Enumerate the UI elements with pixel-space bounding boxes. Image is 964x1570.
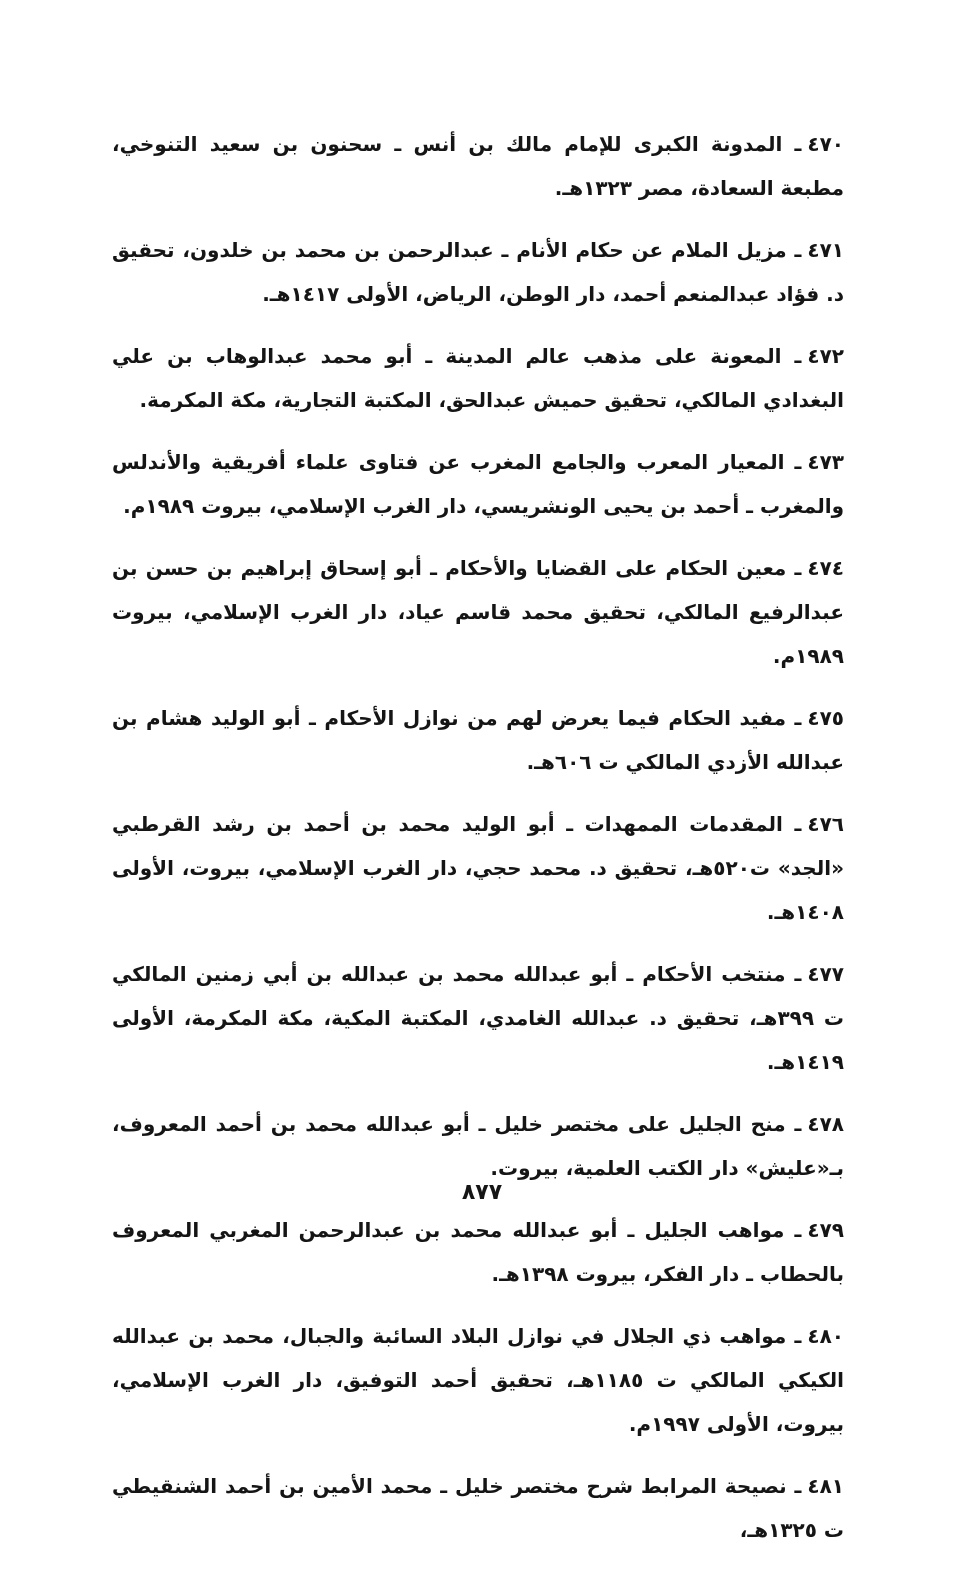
entry-number: ٤٧١ <box>807 238 844 262</box>
entry-text: ـ نصيحة المرابط شرح مختصر خليل ـ محمد الأمين بن أحمد الشنقيطي ت ١٣٢٥هـ، <box>112 1474 844 1542</box>
bibliography-entry <box>112 1314 844 1446</box>
bibliography-entry <box>112 952 844 1084</box>
page-number: ٨٧٧ <box>461 1180 503 1205</box>
bibliography-entry <box>112 546 844 678</box>
bibliography-entry <box>112 802 844 934</box>
entry-number: ٤٨٠ <box>807 1324 844 1348</box>
entry-number: ٤٧٦ <box>807 812 844 836</box>
entry-text: ـ مواهب الجليل ـ أبو عبدالله محمد بن عبدالرحمن المغربي المعروف بالحطاب ـ دار الفكر، بيروت ١٣٩٨هـ. <box>112 1218 844 1286</box>
entry-text: ـ مواهب ذي الجلال في نوازل البلاد السائبة والجبال، محمد بن عبدالله الكيكي المالكي ت ١١٨٥هـ، تحقيق أحمد التوفيق، دار الغرب الإسلامي، بيروت، الأولى ١٩٩٧م. <box>112 1324 844 1436</box>
entry-text: ـ المعيار المعرب والجامع المغرب عن فتاوى علماء أفريقية والأندلس والمغرب ـ أحمد بن يحيى الونشريسي، دار الغرب الإسلامي، بيروت ١٩٨٩م. <box>112 450 844 518</box>
entry-text: ـ مفيد الحكام فيما يعرض لهم من نوازل الأحكام ـ أبو الوليد هشام بن عبدالله الأزدي المالكي ت ٦٠٦هـ. <box>112 706 844 774</box>
bibliography-list <box>112 122 844 1570</box>
entry-text: ـ المقدمات الممهدات ـ أبو الوليد محمد بن أحمد بن رشد القرطبي «الجد» ت٥٢٠هـ، تحقيق د. محمد حجي، دار الغرب الإسلامي، بيروت، الأولى ١٤٠٨هـ. <box>112 812 844 924</box>
bibliography-entry <box>112 334 844 422</box>
entry-number: ٤٨١ <box>807 1474 844 1498</box>
bibliography-entry <box>112 696 844 784</box>
entry-text: ـ معين الحكام على القضايا والأحكام ـ أبو إسحاق إبراهيم بن حسن بن عبدالرفيع المالكي، تحقيق محمد قاسم عياد، دار الغرب الإسلامي، بيروت ١٩٨٩م. <box>112 556 844 668</box>
bibliography-entry <box>112 1464 844 1552</box>
bibliography-entry <box>112 228 844 316</box>
entry-number: ٤٧٨ <box>807 1112 844 1136</box>
entry-number: ٤٧٠ <box>807 132 844 156</box>
entry-text: ـ مزيل الملام عن حكام الأنام ـ عبدالرحمن بن محمد بن خلدون، تحقيق د. فؤاد عبدالمنعم أحمد، دار الوطن، الرياض، الأولى ١٤١٧هـ. <box>112 238 844 306</box>
bibliography-entry <box>112 440 844 528</box>
bibliography-entry <box>112 1102 844 1190</box>
entry-number: ٤٧٥ <box>807 706 844 730</box>
entry-number: ٤٧٩ <box>807 1218 844 1242</box>
entry-number: ٤٧٧ <box>807 962 844 986</box>
entry-text: ـ منح الجليل على مختصر خليل ـ أبو عبدالله محمد بن أحمد المعروف، بـ«عليش» دار الكتب العلمية، بيروت. <box>112 1112 844 1180</box>
bibliography-entry <box>112 122 844 210</box>
entry-number: ٤٧٣ <box>807 450 844 474</box>
entry-text: ـ منتخب الأحكام ـ أبو عبدالله محمد بن عبدالله بن أبي زمنين المالكي ت ٣٩٩هـ، تحقيق د. عبدالله الغامدي، المكتبة المكية، مكة المكرمة، الأولى ١٤١٩هـ. <box>112 962 844 1074</box>
entry-text: ـ المعونة على مذهب عالم المدينة ـ أبو محمد عبدالوهاب بن علي البغدادي المالكي، تحقيق حميش عبدالحق، المكتبة التجارية، مكة المكرمة. <box>112 344 844 412</box>
entry-number: ٤٧٢ <box>807 344 844 368</box>
entry-number: ٤٧٤ <box>807 556 844 580</box>
bibliography-entry <box>112 1208 844 1296</box>
entry-text: ـ المدونة الكبرى للإمام مالك بن أنس ـ سحنون بن سعيد التنوخي، مطبعة السعادة، مصر ١٣٢٣هـ. <box>112 132 844 200</box>
